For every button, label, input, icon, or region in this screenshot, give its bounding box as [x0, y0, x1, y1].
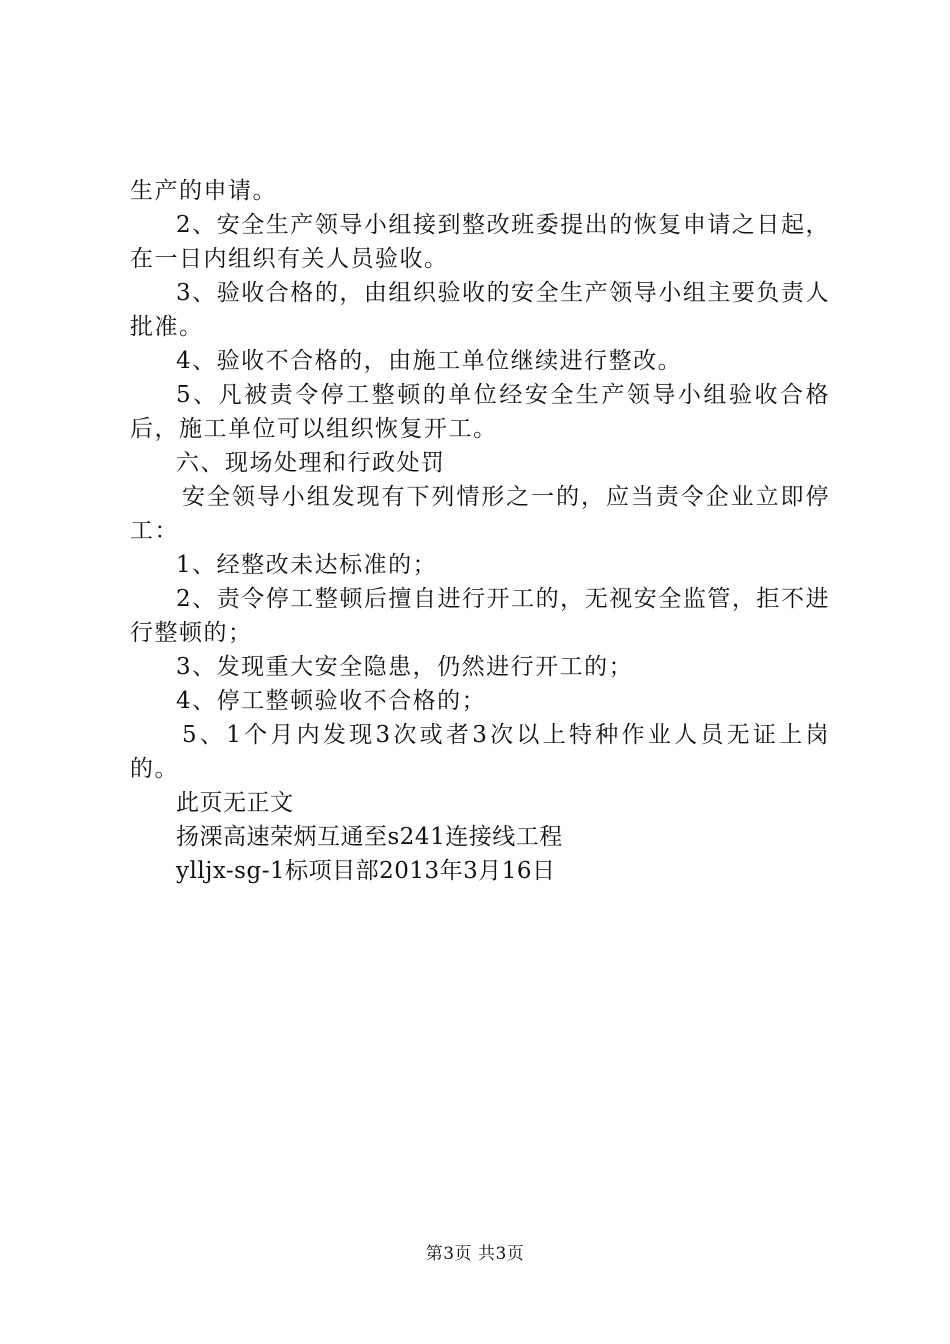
paragraph-item-4: 4、验收不合格的，由施工单位继续进行整改。: [176, 348, 683, 374]
list-item-3: 3、发现重大安全隐患，仍然进行开工的；: [176, 654, 634, 680]
closing-note: 此页无正文: [176, 790, 294, 816]
paragraph-item-2: 2、安全生产领导小组接到整改班委提出的恢复申请之日起，在一日内组织有关人员验收。: [130, 212, 830, 272]
paragraph-continuation: 生产的申请。: [130, 178, 277, 204]
document-body: [130, 174, 830, 888]
list-item-5: 5、1个月内发现3次或者3次以上特种作业人员无证上岗的。: [130, 722, 830, 782]
paragraph-item-5: 5、凡被责令停工整顿的单位经安全生产领导小组验收合格后，施工单位可以组织恢复开工。: [130, 382, 830, 442]
signature-date: ylljx-sg-1标项目部2013年3月16日: [176, 858, 556, 884]
list-item-2: 2、责令停工整顿后擅自进行开工的，无视安全监管，拒不进行整顿的；: [130, 586, 830, 646]
list-item-1: 1、经整改未达标准的；: [176, 552, 438, 578]
list-item-4: 4、停工整顿验收不合格的；: [176, 688, 487, 714]
section-heading: 六、现场处理和行政处罚: [176, 450, 446, 476]
paragraph-item-3: 3、验收合格的，由组织验收的安全生产领导小组主要负责人批准。: [130, 280, 830, 340]
page-footer: 第3页 共3页: [425, 1244, 525, 1264]
paragraph-intro: 安全领导小组发现有下列情形之一的，应当责令企业立即停工：: [130, 484, 830, 544]
project-name: 扬溧高速荣炳互通至s241连接线工程: [176, 824, 563, 850]
